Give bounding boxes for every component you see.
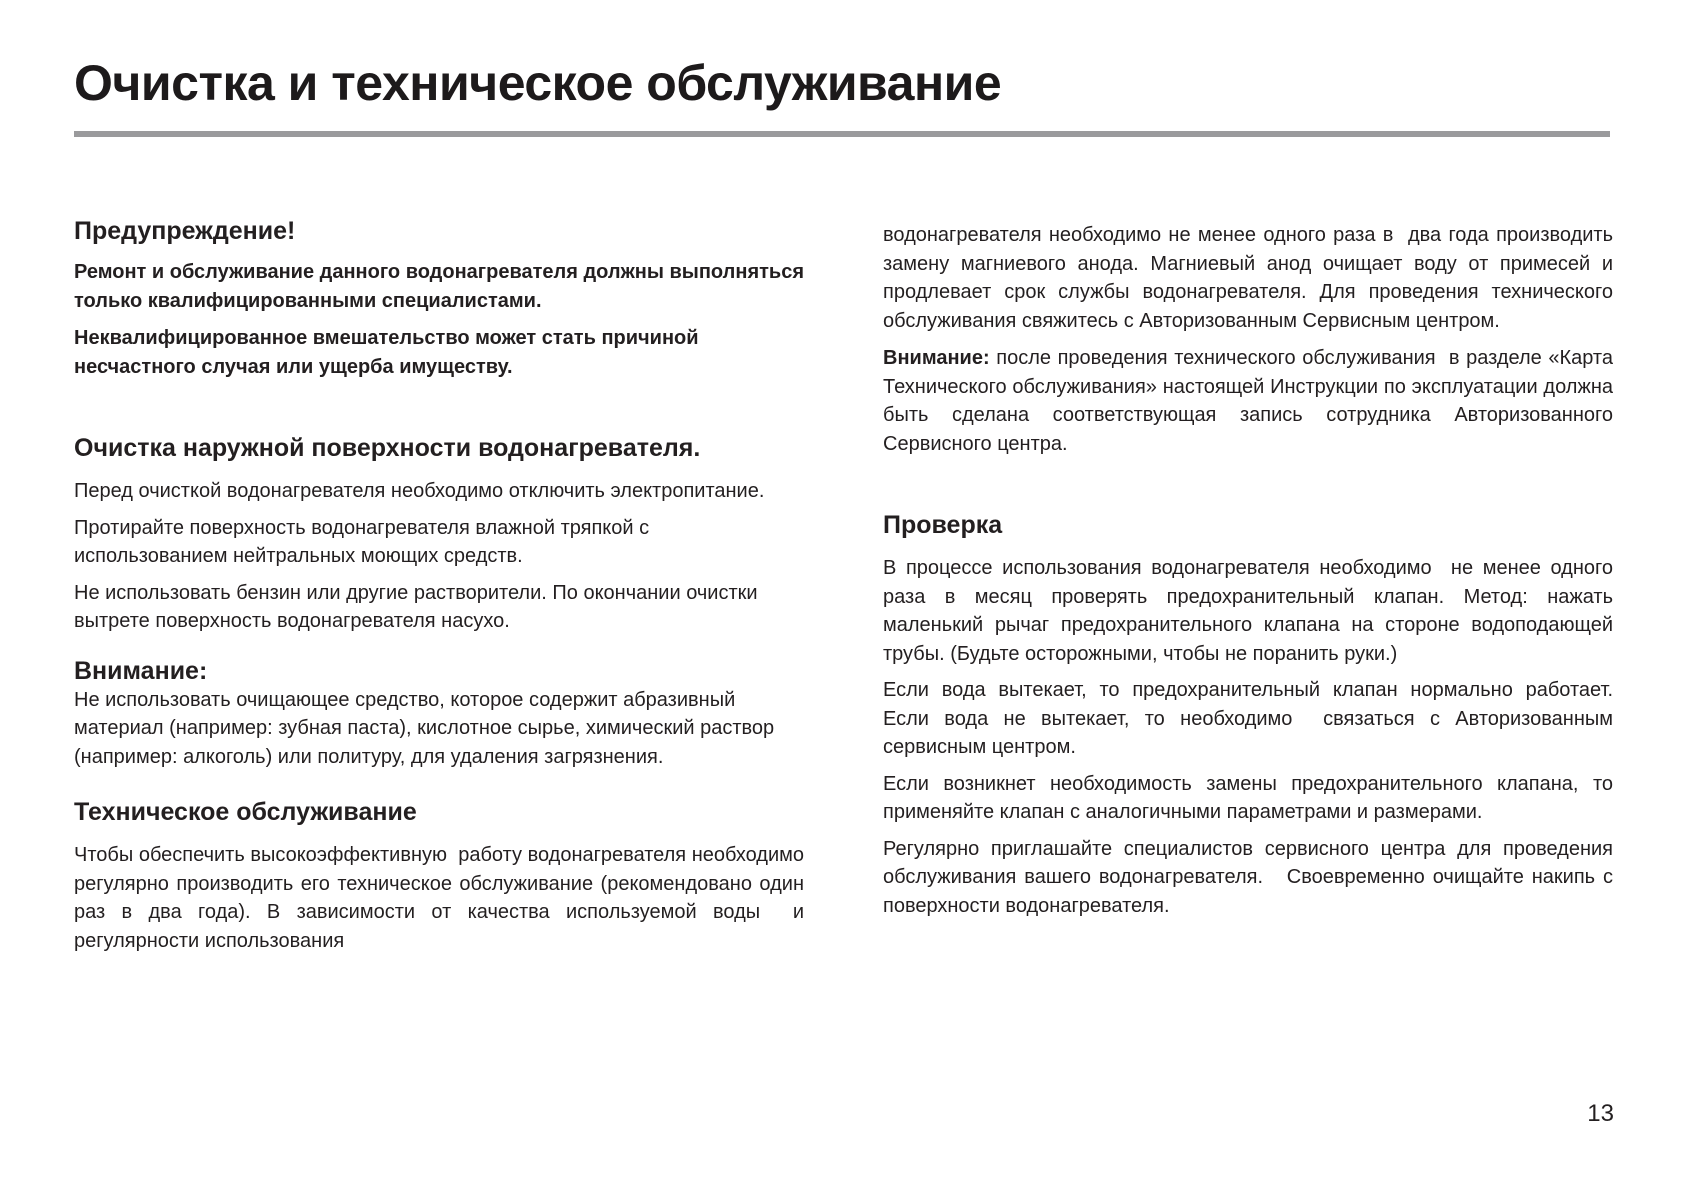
check-section [883,510,1619,920]
attention-heading: Внимание: [74,656,208,685]
right-column [883,221,1619,920]
cleaning-paragraph: Перед очисткой водонагревателя необходимо отключить электропитание. [74,480,765,502]
cleaning-heading: Очистка наружной поверхности водонагревателя. [74,434,701,462]
attention-section [74,656,804,772]
check-heading: Проверка [883,511,1003,539]
cleaning-section [74,433,804,636]
check-paragraph: Регулярно приглашайте специалистов сервисного центра для проведения обслуживания вашего водонагревателя. Своевременно очищайте накипь с поверхности водонагревателя. [883,837,1619,917]
check-paragraph: Если возникнет необходимость замены предохранительного клапана, то применяйте клапан с аналогичными параметрами и размерами. [883,772,1613,823]
attention-paragraph: Не использовать очищающее средство, которое содержит абразивный материал (например: зубная паста), кислотное сырье, химический раствор (например: алкоголь) или политуру, для удаления загрязнения. [74,688,775,768]
warning-paragraph: Неквалифицированное вмешательство может стать причиной несчастного случая или ущерба имуществу. [74,327,699,378]
maintenance-heading: Техническое обслуживание [74,798,417,826]
attention-note-text: после проведения технического обслуживания в разделе «Карта Технического обслуживания» настоящей Инструкции по эксплуатации должна быть сделана соответствующая запись сотрудника Авторизованного Сервисного центра. [883,347,1619,455]
maintenance-continuation: водонагревателя необходимо не менее одного раза в два года производить замену магниевого анода. Магниевый анод очищает воду от примесей и продлевает срок службы водонагревателя. Для проведения технического обслуживания свяжитесь с Авторизованным Сервисным центром. [883,224,1619,332]
warning-paragraph: Ремонт и обслуживание данного водонагревателя должны выполняться только квалифицированными специалистами. [74,261,804,312]
check-paragraph: В процессе использования водонагревателя необходимо не менее одного раза в месяц проверять предохранительный клапан. Метод: нажать маленький рычаг предохранительного клапана на стороне водоподающей трубы. (Будьте осторожными, чтобы не поранить руки.) [883,557,1619,665]
attention-note [883,344,1619,458]
title-divider [74,131,1610,137]
page-number: 13 [1587,1100,1614,1127]
warning-heading: Предупреждение! [74,217,296,245]
warning-section [74,216,804,381]
left-column [74,216,810,955]
cleaning-paragraph: Не использовать бензин или другие растворители. По окончании очистки вытрете поверхность водонагревателя насухо. [74,581,758,632]
cleaning-paragraph: Протирайте поверхность водонагревателя влажной тряпкой с использованием нейтральных моющих средств. [74,516,650,567]
page-title: Очистка и техническое обслуживание [74,55,1002,111]
maintenance-paragraph: Чтобы обеспечить высокоэффективную работу водонагревателя необходимо регулярно производить его техническое обслуживание (рекомендовано один раз в два года). В зависимости от качества используемой воды и регулярности использования [74,844,810,952]
attention-note-label: Внимание: [883,347,990,369]
check-paragraph: Если вода вытекает, то предохранительный клапан нормально работает. Если вода не вытекает, то необходимо связаться с Авторизованным сервисным центром. [883,679,1619,758]
maintenance-section [74,797,810,955]
